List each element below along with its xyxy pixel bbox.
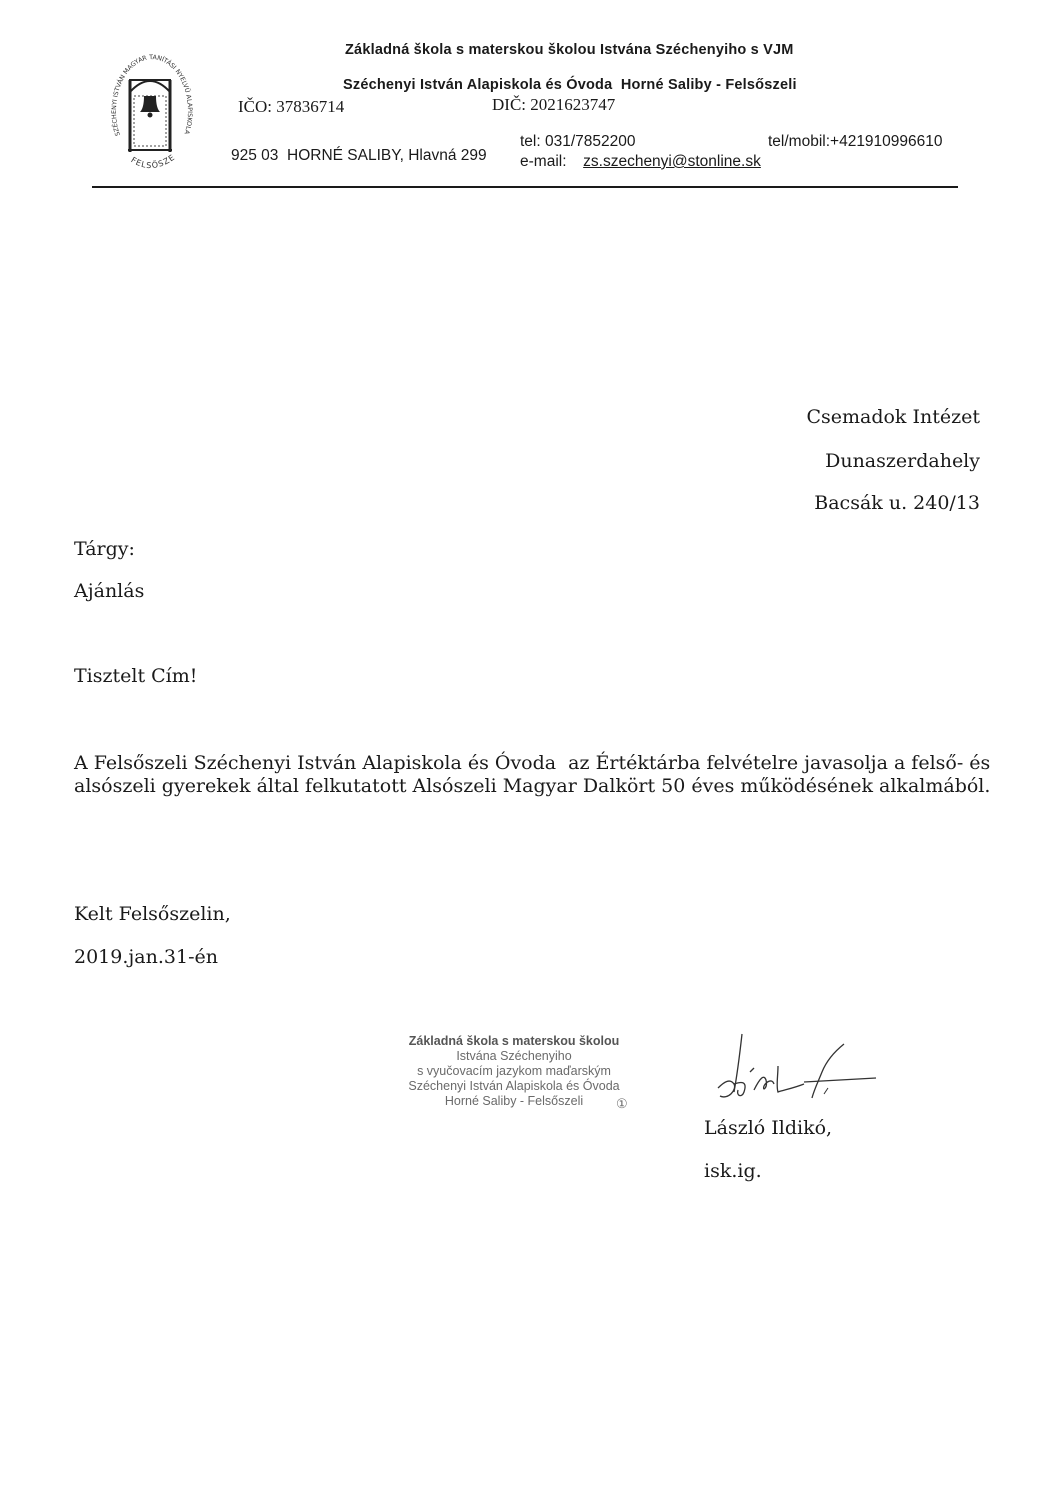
subject-label: Tárgy: — [74, 538, 135, 560]
place: Kelt Felsőszelin, — [74, 903, 231, 925]
svg-text:SZÉCHENYI ISTVÁN MAGYAR TANÍTÁ: SZÉCHENYI ISTVÁN MAGYAR TANÍTÁSI NYELVŰ ALAPISKOLA — [110, 54, 194, 137]
school-stamp — [400, 1034, 628, 1109]
stamp-line-1: Základná škola s materskou školou — [408, 1034, 620, 1048]
school-logo — [100, 40, 200, 180]
recipient-line-2: Dunaszerdahely — [825, 450, 980, 472]
stamp-number: ① — [616, 1096, 628, 1111]
stamp-line-3: s vyučovacím jazykom maďarským — [417, 1064, 611, 1078]
stamp-line-2: Istvána Széchenyiho — [456, 1049, 572, 1063]
recipient-line-1: Csemadok Intézet — [806, 406, 980, 428]
letterhead-tel: tel: 031/7852200 — [520, 133, 636, 150]
letterhead-divider — [92, 186, 958, 188]
letterhead-address: 925 03 HORNÉ SALIBY, Hlavná 299 — [231, 147, 487, 164]
stamp-line-4: Széchenyi István Alapiskola és Óvoda — [408, 1079, 620, 1093]
letterhead-email-row — [520, 153, 761, 171]
letterhead-email-link[interactable]: zs.szechenyi@stonline.sk — [583, 153, 761, 170]
letterhead-ico: IČO: 37836714 — [238, 97, 345, 116]
svg-text:FELSŐSZELI: FELSŐSZE — [129, 152, 177, 171]
stamp-line-5: Horné Saliby - Felsőszeli — [444, 1094, 584, 1108]
letterhead-school-name-hu: Széchenyi István Alapiskola és Óvoda Horné Saliby - Felsőszeli — [343, 77, 797, 93]
school-logo-icon — [100, 40, 200, 180]
date: 2019.jan.31-én — [74, 946, 218, 968]
salutation: Tisztelt Cím! — [74, 665, 198, 687]
letterhead-dic: DIČ: 2021623747 — [492, 95, 616, 114]
letterhead-school-name-sk: Základná škola s materskou školou Istvána Széchenyiho s VJM — [345, 42, 794, 58]
body-line-1: A Felsőszeli Széchenyi István Alapiskola és Óvoda az Értéktárba felvételre javasolja a felső- és — [74, 752, 991, 774]
body-line-2: alsószeli gyerekek által felkutatott Alsószeli Magyar Dalkört 50 éves működésének alkalmából. — [74, 775, 991, 797]
letterhead-email-label: e-mail: — [520, 153, 567, 170]
subject-value: Ajánlás — [74, 580, 145, 602]
letterhead-mobile: tel/mobil:+421910996610 — [768, 133, 943, 150]
signatory-name: László Ildikó, — [704, 1117, 833, 1139]
signatory-title: isk.ig. — [704, 1160, 762, 1182]
recipient-line-3: Bacsák u. 240/13 — [814, 492, 980, 514]
